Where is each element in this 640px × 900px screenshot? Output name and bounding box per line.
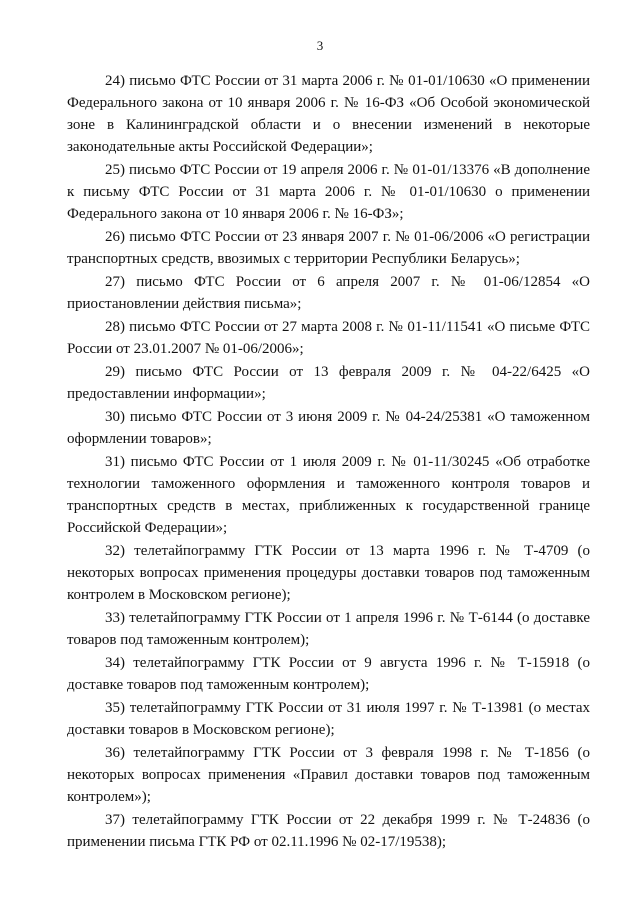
list-item-35: 35) телетайпограмму ГТК России от 31 июля 1997 г. № Т-13981 (о местах доставки товаров в Московском регионе); — [67, 700, 590, 738]
list-item-37: 37) телетайпограмму ГТК России от 22 декабря 1999 г. № Т-24836 (о применении письма ГТК РФ от 02.11.1996 № 02-17/19538); — [67, 812, 590, 850]
list-item-31: 31) письмо ФТС России от 1 июля 2009 г. № 01-11/30245 «Об отработке технологии таможенного оформления и таможенного контроля товаров и транспортных средств в местах, приближенных к государственной границе Российской Федерации»; — [67, 454, 590, 536]
list-item-29: 29) письмо ФТС России от 13 февраля 2009 г. № 04-22/6425 «О предоставлении информации»; — [67, 364, 590, 402]
document-body — [67, 70, 590, 854]
list-item-30: 30) письмо ФТС России от 3 июня 2009 г. № 04-24/25381 «О таможенном оформлении товаров»; — [67, 409, 590, 447]
list-item-33: 33) телетайпограмму ГТК России от 1 апреля 1996 г. № Т-6144 (о доставке товаров под таможенным контролем); — [67, 610, 590, 648]
list-item-34: 34) телетайпограмму ГТК России от 9 августа 1996 г. № Т-15918 (о доставке товаров под таможенным контролем); — [67, 655, 590, 693]
list-item-25: 25) письмо ФТС России от 19 апреля 2006 г. № 01-01/13376 «В дополнение к письму ФТС России от 31 марта 2006 г. № 01-01/10630 о применении Федерального закона от 10 января 2006 г. № 16-ФЗ»; — [67, 162, 590, 222]
list-item-26: 26) письмо ФТС России от 23 января 2007 г. № 01-06/2006 «О регистрации транспортных средств, ввозимых с территории Республики Беларусь»; — [67, 229, 590, 267]
list-item-32: 32) телетайпограмму ГТК России от 13 марта 1996 г. № Т-4709 (о некоторых вопросах применения процедуры доставки товаров под таможенным контролем в Московском регионе); — [67, 543, 590, 603]
page-number: 3 — [316, 38, 324, 53]
list-item-27: 27) письмо ФТС России от 6 апреля 2007 г. № 01-06/12854 «О приостановлении действия письма»; — [67, 274, 590, 312]
list-item-28: 28) письмо ФТС России от 27 марта 2008 г. № 01-11/11541 «О письме ФТС России от 23.01.2007 № 01-06/2006»; — [67, 319, 590, 357]
list-item-36: 36) телетайпограмму ГТК России от 3 февраля 1998 г. № Т-1856 (о некоторых вопросах применения «Правил доставки товаров под таможенным контролем»); — [67, 745, 590, 805]
list-item-24: 24) письмо ФТС России от 31 марта 2006 г. № 01-01/10630 «О применении Федерального закона от 10 января 2006 г. № 16-ФЗ «Об Особой экономической зоне в Калининградской области и о внесении изменений в некоторые законодательные акты Российской Федерации»; — [67, 73, 590, 155]
